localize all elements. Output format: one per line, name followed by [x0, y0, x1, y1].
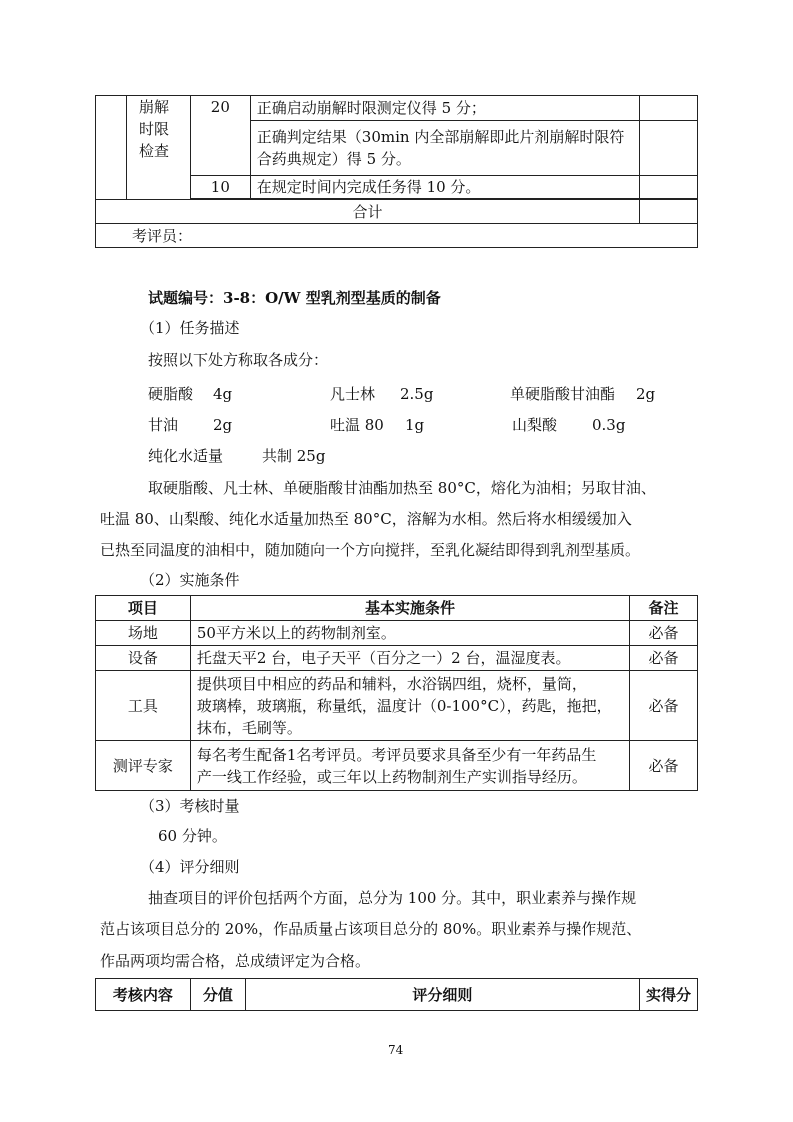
header-conditions: 基本实施条件: [190, 596, 629, 621]
ingredient-name: 硬脂酸: [148, 385, 194, 403]
row-item: 工具: [96, 671, 191, 741]
total-score-cell: [640, 200, 698, 224]
condition-line: 玻璃棒，玻璃瓶，称量纸，温度计（0-100°C），药匙，拖把，: [196, 696, 612, 715]
score-cell: 10: [190, 176, 250, 199]
ingredient-name: 山梨酸: [512, 416, 558, 434]
condition-line: 提供项目中相应的药品和辅料，水浴锅四组，烧杯，量筒，: [196, 674, 587, 693]
paragraph-line: 已热至同温度的油相中，随加随向一个方向搅拌，至乳化凝结即得到乳剂型基质。: [100, 541, 641, 559]
row-conditions: [190, 671, 629, 741]
ingredient-amount: 1g: [405, 416, 425, 434]
detail-line: 合药典规定）得 5 分。: [256, 150, 411, 168]
actual-score-cell: [640, 176, 698, 199]
row-item: 测评专家: [96, 741, 191, 791]
actual-score-cell: [640, 96, 698, 121]
header-details: 评分细则: [245, 979, 639, 1011]
section-heading: （2）实施条件: [140, 571, 240, 589]
section-heading: （1）任务描述: [140, 319, 240, 337]
page-number: 74: [388, 1043, 404, 1057]
ingredient-name: 凡士林: [330, 385, 376, 403]
condition-line: 每名考生配备1名考评员。考评员要求具备至少有一年药品生: [196, 745, 597, 764]
paragraph-line: 范占该项目总分的 20%，作品质量占该项目总分的 80%。职业素养与操作规范、: [100, 920, 642, 938]
row-note: 必备: [630, 646, 698, 671]
detail-cell: [250, 121, 639, 176]
row-conditions: 托盘天平2 台，电子天平（百分之一）2 台，温湿度表。: [190, 646, 629, 671]
header-item: 项目: [96, 596, 191, 621]
ingredient-name: 纯化水适量: [148, 447, 224, 465]
item-line: 检查: [138, 142, 169, 160]
section-heading: （3）考核时量: [140, 797, 240, 815]
ingredient-name: 吐温 80: [330, 416, 384, 434]
header-note: 备注: [630, 596, 698, 621]
ingredient-amount: 2.5g: [400, 385, 434, 403]
paragraph: 60 分钟。: [158, 827, 227, 845]
row-note: 必备: [630, 741, 698, 791]
row-note: 必备: [630, 621, 698, 646]
row-note: 必备: [630, 671, 698, 741]
row-conditions: [190, 741, 629, 791]
ingredient-amount: 共制 25g: [262, 447, 326, 465]
actual-score-cell: [640, 121, 698, 176]
ingredient-amount: 0.3g: [592, 416, 626, 434]
blank-cell: [96, 96, 127, 200]
top-scoring-table: [95, 95, 698, 248]
paragraph-line: 吐温 80、山梨酸、纯化水适量加热至 80°C，溶解为水相。然后将水相缓缓加入: [100, 510, 632, 528]
row-item: 设备: [96, 646, 191, 671]
paragraph: 按照以下处方称取各成分：: [148, 351, 329, 369]
paragraph-line: 取硬脂酸、凡士林、单硬脂酸甘油酯加热至 80°C，熔化为油相；另取甘油、: [148, 479, 656, 497]
examiner-label: 考评员：: [96, 224, 698, 248]
detail-cell: 正确启动崩解时限测定仪得 5 分；: [250, 96, 639, 121]
task-title: 试题编号：3-8：O/W 型乳剂型基质的制备: [148, 289, 441, 307]
detail-line: 正确判定结果（30min 内全部崩解即此片剂崩解时限符: [256, 128, 625, 146]
item-cell: [126, 96, 190, 200]
item-line: 崩解: [138, 98, 169, 116]
header-content: 考核内容: [96, 979, 191, 1011]
total-label: 合计: [96, 200, 640, 224]
item-line: 时限: [138, 120, 169, 138]
score-cell: 20: [190, 96, 250, 176]
condition-line: 抹布，毛刷等。: [196, 718, 302, 737]
header-actual: 实得分: [640, 979, 698, 1011]
ingredient-name: 单硬脂酸甘油酯: [510, 385, 616, 403]
detail-cell: 在规定时间内完成任务得 10 分。: [250, 176, 639, 199]
ingredient-amount: 4g: [213, 385, 233, 403]
ingredient-amount: 2g: [213, 416, 233, 434]
row-item: 场地: [96, 621, 191, 646]
conditions-table: [95, 595, 698, 791]
score-table-header: [95, 978, 698, 1011]
paragraph-line: 作品两项均需合格，总成绩评定为合格。: [100, 952, 371, 970]
header-score: 分值: [190, 979, 245, 1011]
paragraph-line: 抽查项目的评价包括两个方面，总分为 100 分。其中，职业素养与操作规: [148, 889, 637, 907]
condition-line: 产一线工作经验，或三年以上药物制剂生产实训指导经历。: [196, 767, 587, 786]
ingredient-amount: 2g: [636, 385, 656, 403]
ingredient-name: 甘油: [148, 416, 179, 434]
row-conditions: 50平方米以上的药物制剂室。: [190, 621, 629, 646]
section-heading: （4）评分细则: [140, 858, 240, 876]
